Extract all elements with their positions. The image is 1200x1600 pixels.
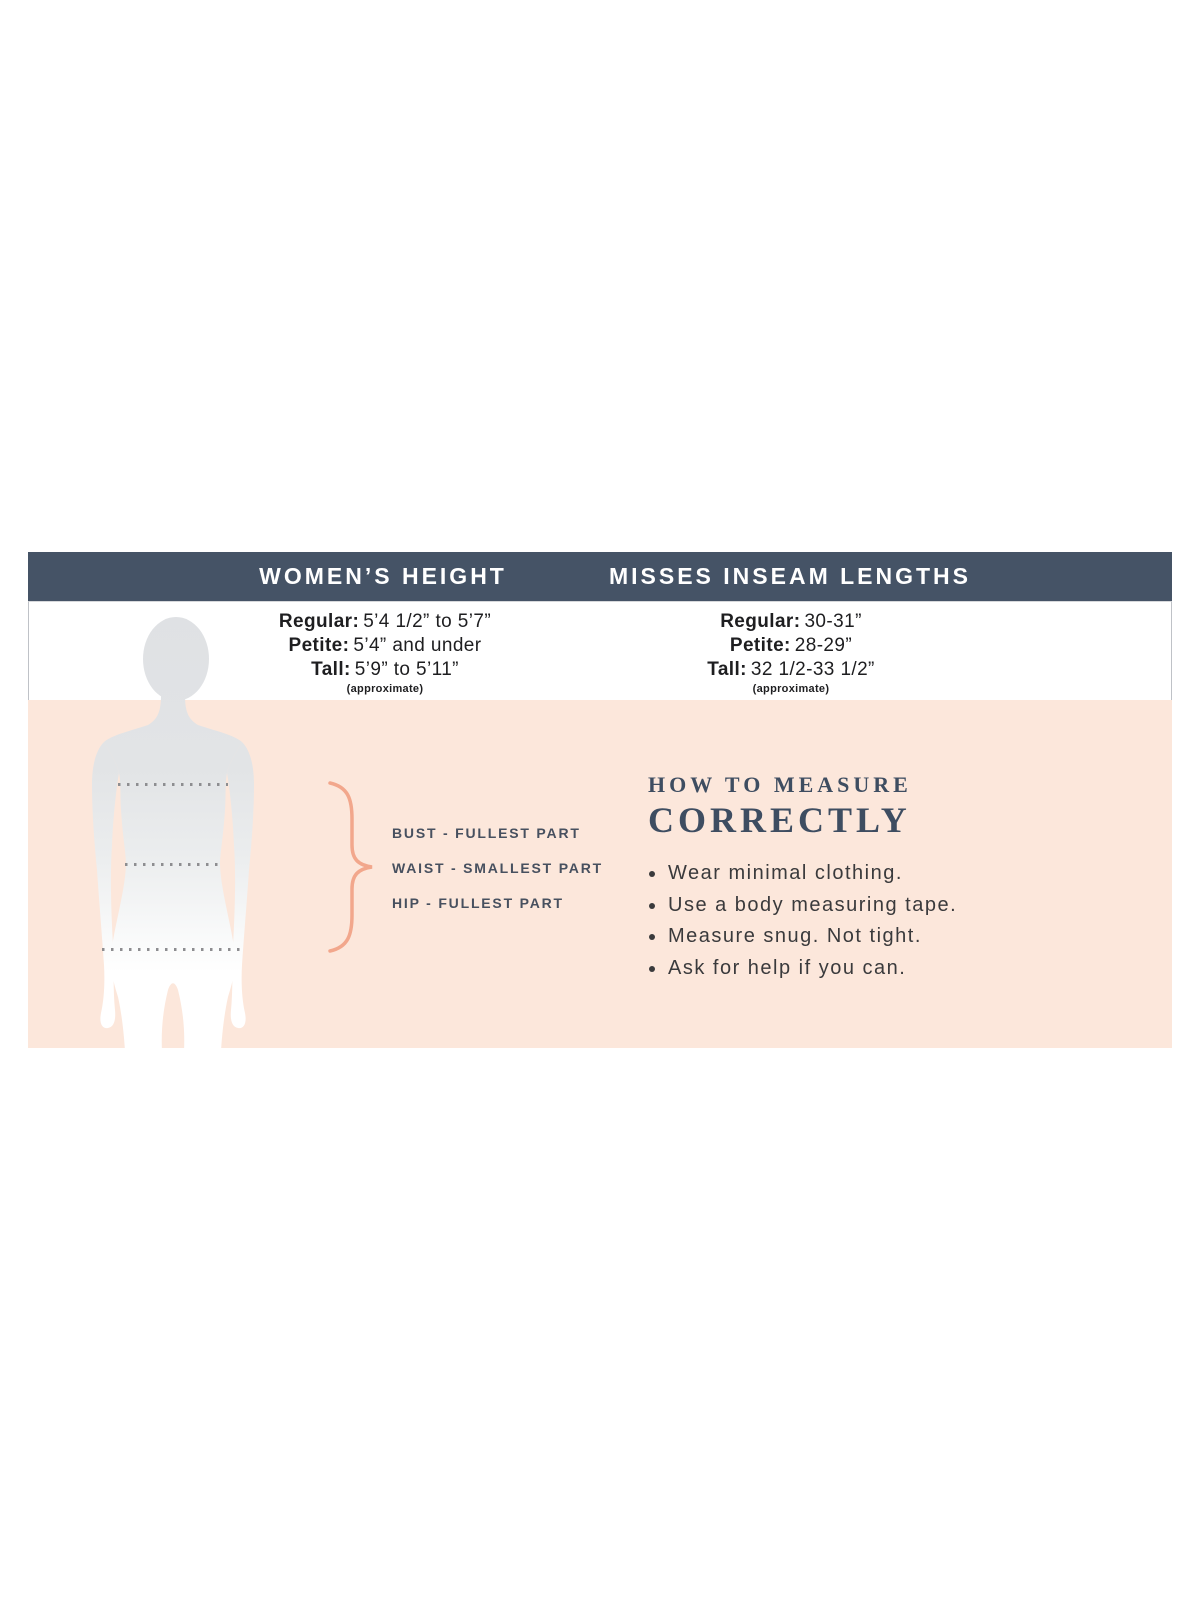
height-regular-value: 5’4 1/2” to 5’7” (363, 611, 492, 632)
waist-measure-label: WAIST - SMALLEST PART (392, 860, 603, 876)
how-to-measure-block (648, 772, 1128, 984)
hip-dotted-line (102, 948, 243, 951)
inseam-tall-label: Tall: (707, 659, 747, 680)
misses-inseam-column (707, 610, 875, 696)
tip-item: Use a body measuring tape. (648, 890, 1128, 922)
inseam-petite-value: 28-29” (794, 635, 853, 656)
bust-dotted-line (118, 783, 228, 786)
size-guide-panel (28, 552, 1172, 1048)
height-tall-value: 5’9” to 5’11” (354, 659, 459, 680)
inseam-petite-label: Petite: (729, 635, 791, 656)
column-header-womens-height: WOMEN’S HEIGHT (259, 563, 507, 589)
column-header-misses-inseam: MISSES INSEAM LENGTHS (608, 563, 972, 589)
tip-item: Wear minimal clothing. (648, 858, 1128, 890)
header-bar (28, 552, 1172, 601)
hip-measure-label: HIP - FULLEST PART (392, 895, 564, 911)
bust-measure-label: BUST - FULLEST PART (392, 825, 581, 841)
inseam-tall-row (707, 658, 875, 682)
inseam-approximate-note: (approximate) (752, 683, 830, 695)
tip-item: Measure snug. Not tight. (648, 921, 1128, 953)
height-petite-label: Petite: (288, 635, 350, 656)
inseam-tall-value: 32 1/2-33 1/2” (750, 659, 875, 680)
tip-item: Ask for help if you can. (648, 953, 1128, 985)
height-regular-label: Regular: (278, 611, 360, 632)
height-petite-value: 5’4” and under (353, 635, 482, 656)
inseam-regular-row (707, 610, 875, 634)
silhouette-torso-legs (104, 695, 242, 1048)
measuring-tips-list (648, 858, 1128, 984)
correctly-heading: CORRECTLY (648, 800, 911, 840)
female-body-silhouette (68, 615, 328, 1048)
height-approximate-note: (approximate) (346, 683, 424, 695)
how-to-measure-heading: HOW TO MEASURE (648, 772, 912, 797)
curly-brace-icon (322, 779, 378, 955)
silhouette-head (143, 617, 209, 701)
inseam-regular-label: Regular: (720, 611, 801, 632)
inseam-petite-row (707, 634, 875, 658)
height-tall-label: Tall: (311, 659, 351, 680)
waist-dotted-line (125, 863, 222, 866)
inseam-regular-value: 30-31” (804, 611, 862, 632)
